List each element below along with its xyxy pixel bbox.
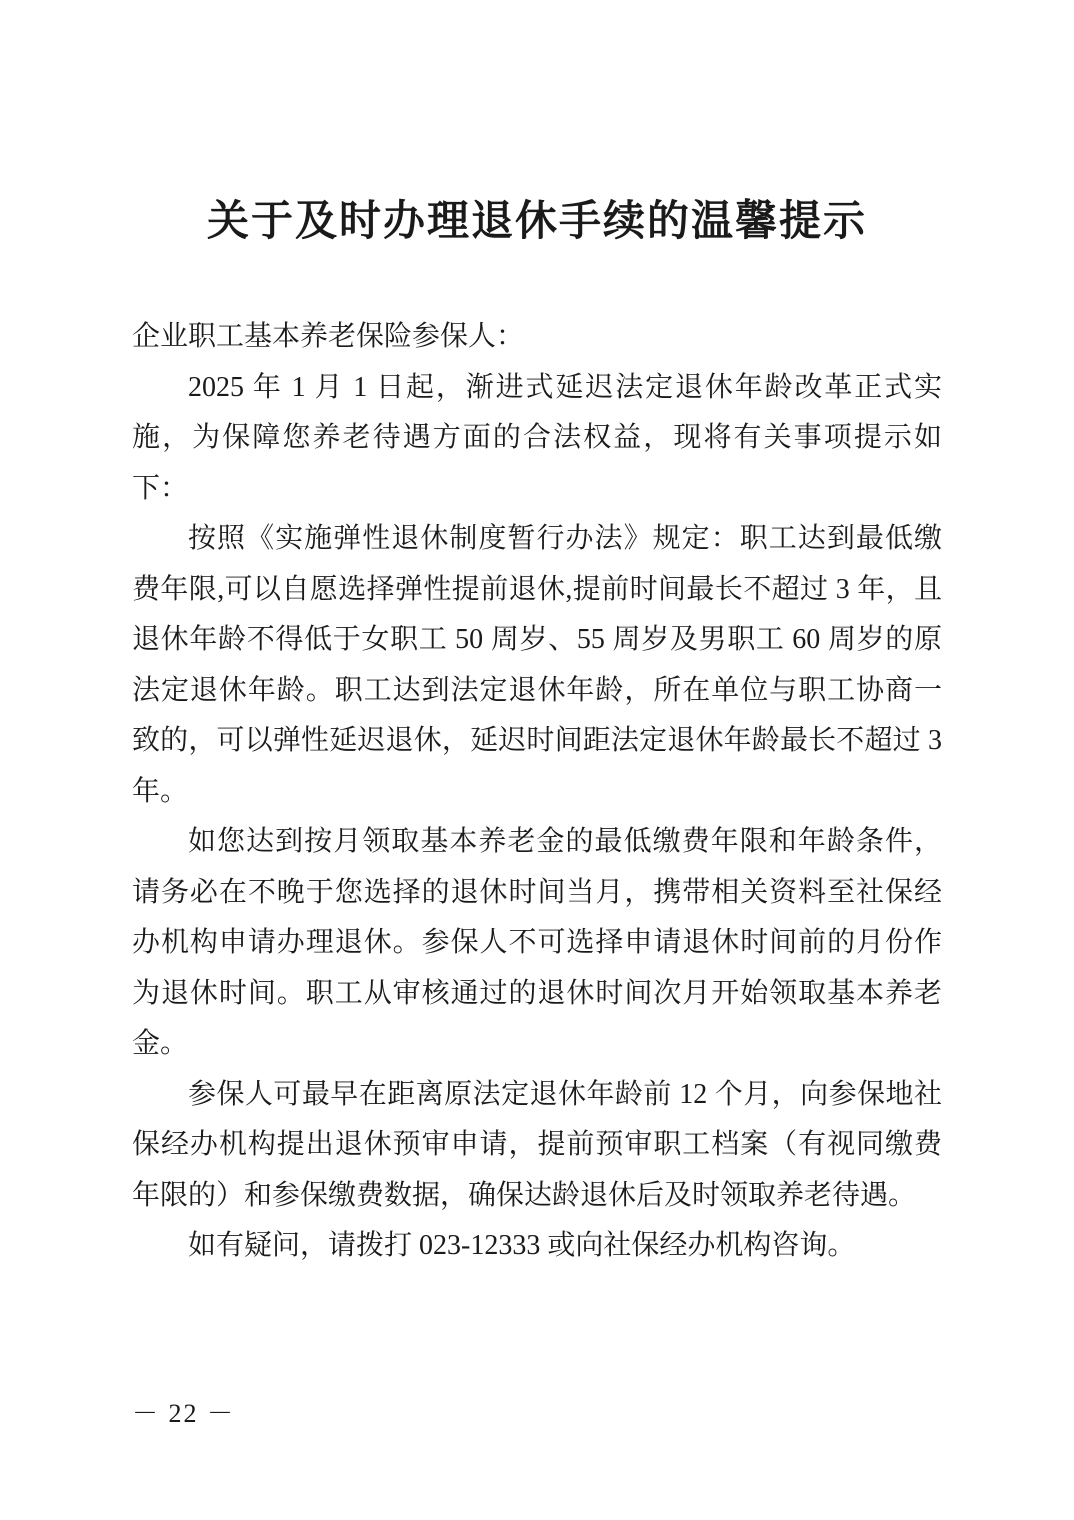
document-title: 关于及时办理退休手续的温馨提示	[206, 196, 867, 245]
page-number: － 22 －	[132, 1399, 236, 1428]
paragraph-contact: 如有疑问，请拨打 023-12333 或向社保经办机构咨询。	[188, 1230, 856, 1261]
paragraph-pre-review: 参保人可最早在距离原法定退休年龄前 12 个月，向参保地社保经办机构提出退休预审申请，提前预审职工档案（有视同缴费年限的）和参保缴费数据，确保达龄退休后及时领取养老待遇。	[132, 1078, 942, 1211]
salutation: 企业职工基本养老保险参保人：	[132, 321, 525, 352]
document-body	[132, 312, 942, 1272]
paragraph-application-timing: 如您达到按月领取基本养老金的最低缴费年限和年龄条件，请务必在不晚于您选择的退休时间当月，携带相关资料至社保经办机构申请办理退休。参保人不可选择申请退休时间前的月份作为退休时间。职工从审核通过的退休时间次月开始领取基本养老金。	[132, 826, 942, 1059]
paragraph-effective-date: 2025 年 1 月 1 日起，渐进式延迟法定退休年龄改革正式实施，为保障您养老待遇方面的合法权益，现将有关事项提示如下：	[132, 371, 942, 504]
paragraph-flexible-retirement-rules: 按照《实施弹性退休制度暂行办法》规定：职工达到最低缴费年限,可以自愿选择弹性提前退休,提前时间最长不超过 3 年，且退休年龄不得低于女职工 50 周岁、55 周岁及男职工 60 周岁的原法定退休年龄。职工达到法定退休年龄，所在单位与职工协商一致的，可以弹性延迟退休，延迟时间距法定退休年龄最长不超过 3 年。	[132, 523, 942, 807]
